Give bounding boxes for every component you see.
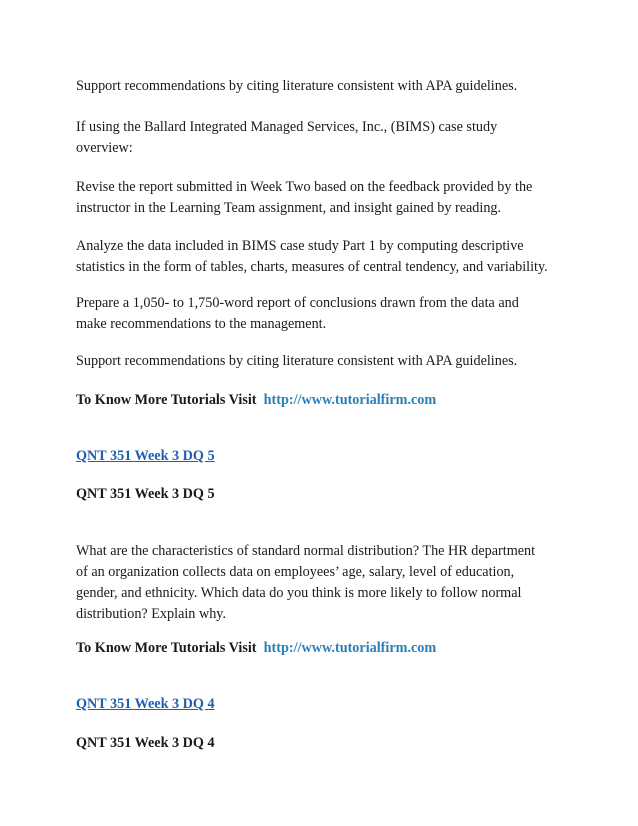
text-line: Support recommendations by citing literature consistent with APA guidelines.: [76, 353, 518, 369]
tutorial-site-link[interactable]: http://www.tutorialfirm.com: [263, 392, 437, 408]
text-line: instructor in the Learning Team assignment, and insight gained by reading.: [76, 200, 502, 216]
text-line: Revise the report submitted in Week Two based on the feedback provided by the: [76, 179, 533, 195]
dq5-heading: [76, 484, 576, 505]
text-line: make recommendations to the management.: [76, 316, 327, 332]
paragraph-apa-guidelines-1: [76, 76, 576, 97]
dq4-heading: [76, 733, 576, 754]
dq5-link-paragraph: [76, 446, 576, 467]
paragraph-apa-guidelines-2: [76, 351, 576, 372]
promo-prefix: To Know More Tutorials Visit: [76, 392, 257, 408]
dq4-title-link[interactable]: QNT 351 Week 3 DQ 4: [76, 696, 215, 712]
dq5-title-link[interactable]: QNT 351 Week 3 DQ 5: [76, 448, 215, 464]
text-line: gender, and ethnicity. Which data do you think is more likely to follow normal: [76, 585, 522, 601]
text-line: Analyze the data included in BIMS case study Part 1 by computing descriptive: [76, 238, 524, 254]
text-line: overview:: [76, 140, 133, 156]
text-line: What are the characteristics of standard normal distribution? The HR department: [76, 543, 536, 559]
text-line: Support recommendations by citing literature consistent with APA guidelines.: [76, 78, 518, 94]
text-line: distribution? Explain why.: [76, 606, 227, 622]
text-line: of an organization collects data on employees’ age, salary, level of education,: [76, 564, 515, 580]
dq4-heading-text: QNT 351 Week 3 DQ 4: [76, 735, 215, 751]
paragraph-revise-report: [76, 177, 576, 219]
paragraph-analyze-data: [76, 236, 576, 278]
tutorial-site-link[interactable]: http://www.tutorialfirm.com: [263, 640, 437, 656]
text-line: If using the Ballard Integrated Managed Services, Inc., (BIMS) case study: [76, 119, 498, 135]
paragraph-dq5-question: [76, 541, 576, 625]
promo-prefix: To Know More Tutorials Visit: [76, 640, 257, 656]
paragraph-prepare-report: [76, 293, 576, 335]
promo-line-1: [76, 390, 576, 411]
promo-line-2: [76, 638, 576, 659]
text-line: statistics in the form of tables, charts, measures of central tendency, and variability.: [76, 259, 548, 275]
dq5-heading-text: QNT 351 Week 3 DQ 5: [76, 486, 215, 502]
paragraph-bims-overview: [76, 117, 576, 159]
dq4-link-paragraph: [76, 694, 576, 715]
text-line: Prepare a 1,050- to 1,750-word report of conclusions drawn from the data and: [76, 295, 519, 311]
